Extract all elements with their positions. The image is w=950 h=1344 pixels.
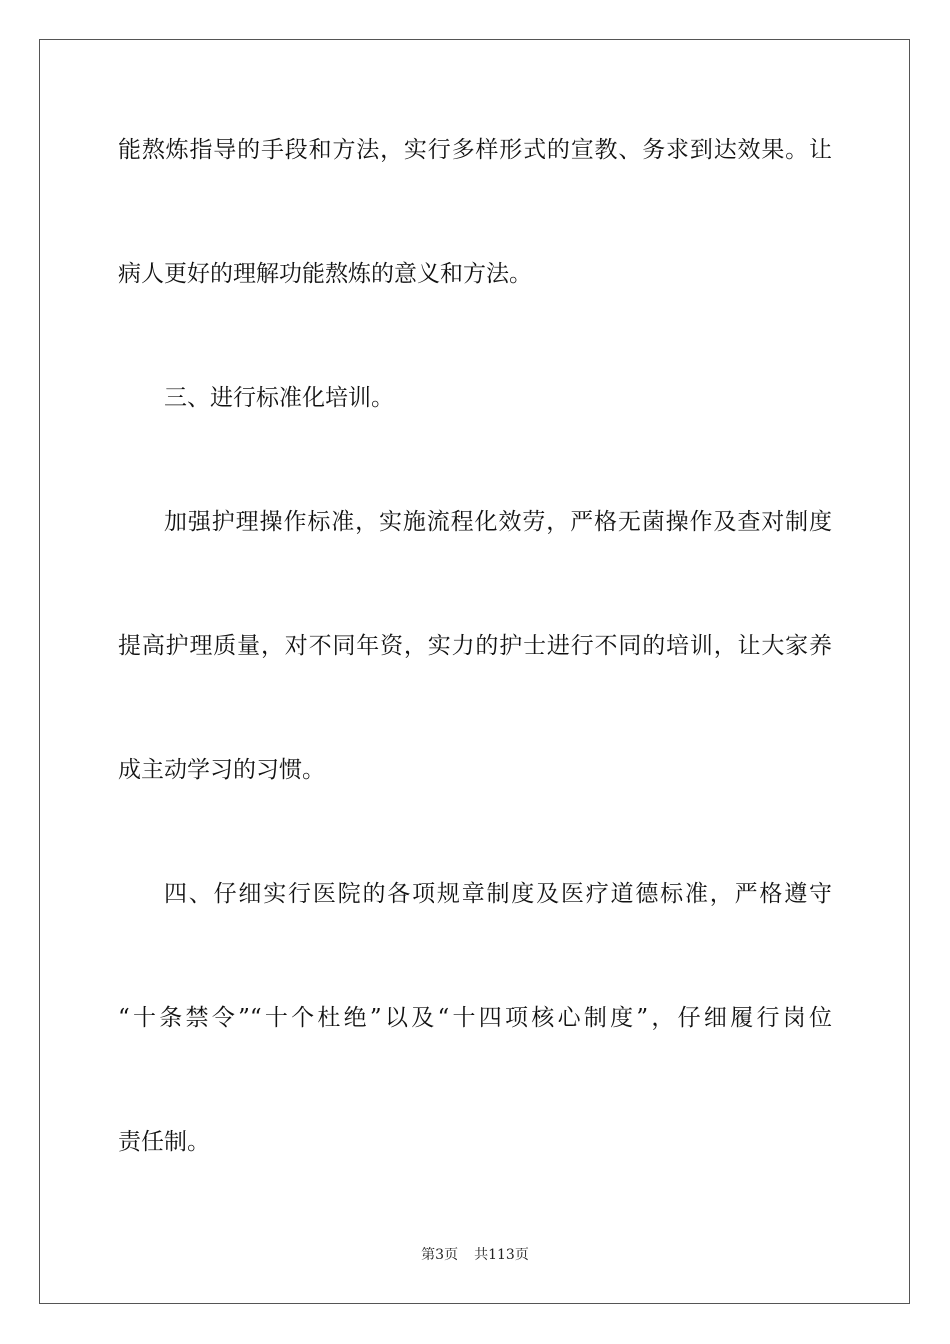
paragraph-line: “十条禁令”“十个杜绝”以及“十四项核心制度”，仔细履行岗位: [118, 1005, 832, 1031]
paragraph-line: 责任制。: [118, 1129, 210, 1155]
paragraph-line: 能熬炼指导的手段和方法，实行多样形式的宣教、务求到达效果。让: [118, 137, 832, 163]
section-heading: 四、仔细实行医院的各项规章制度及医疗道德标准，严格遵守: [164, 881, 832, 907]
page-footer: [0, 1245, 950, 1265]
section-heading: 三、进行标准化培训。: [164, 385, 394, 411]
page-border: [39, 39, 910, 1304]
paragraph-line: 加强护理操作标准，实施流程化效劳，严格无菌操作及查对制度: [164, 509, 832, 535]
page-total: 共113页: [474, 1247, 529, 1263]
paragraph-line: 病人更好的理解功能熬炼的意义和方法。: [118, 261, 532, 287]
paragraph-line: 提高护理质量，对不同年资，实力的护士进行不同的培训，让大家养: [118, 633, 832, 659]
page-number: 第3页: [421, 1247, 459, 1263]
paragraph-line: 成主动学习的习惯。: [118, 757, 325, 783]
